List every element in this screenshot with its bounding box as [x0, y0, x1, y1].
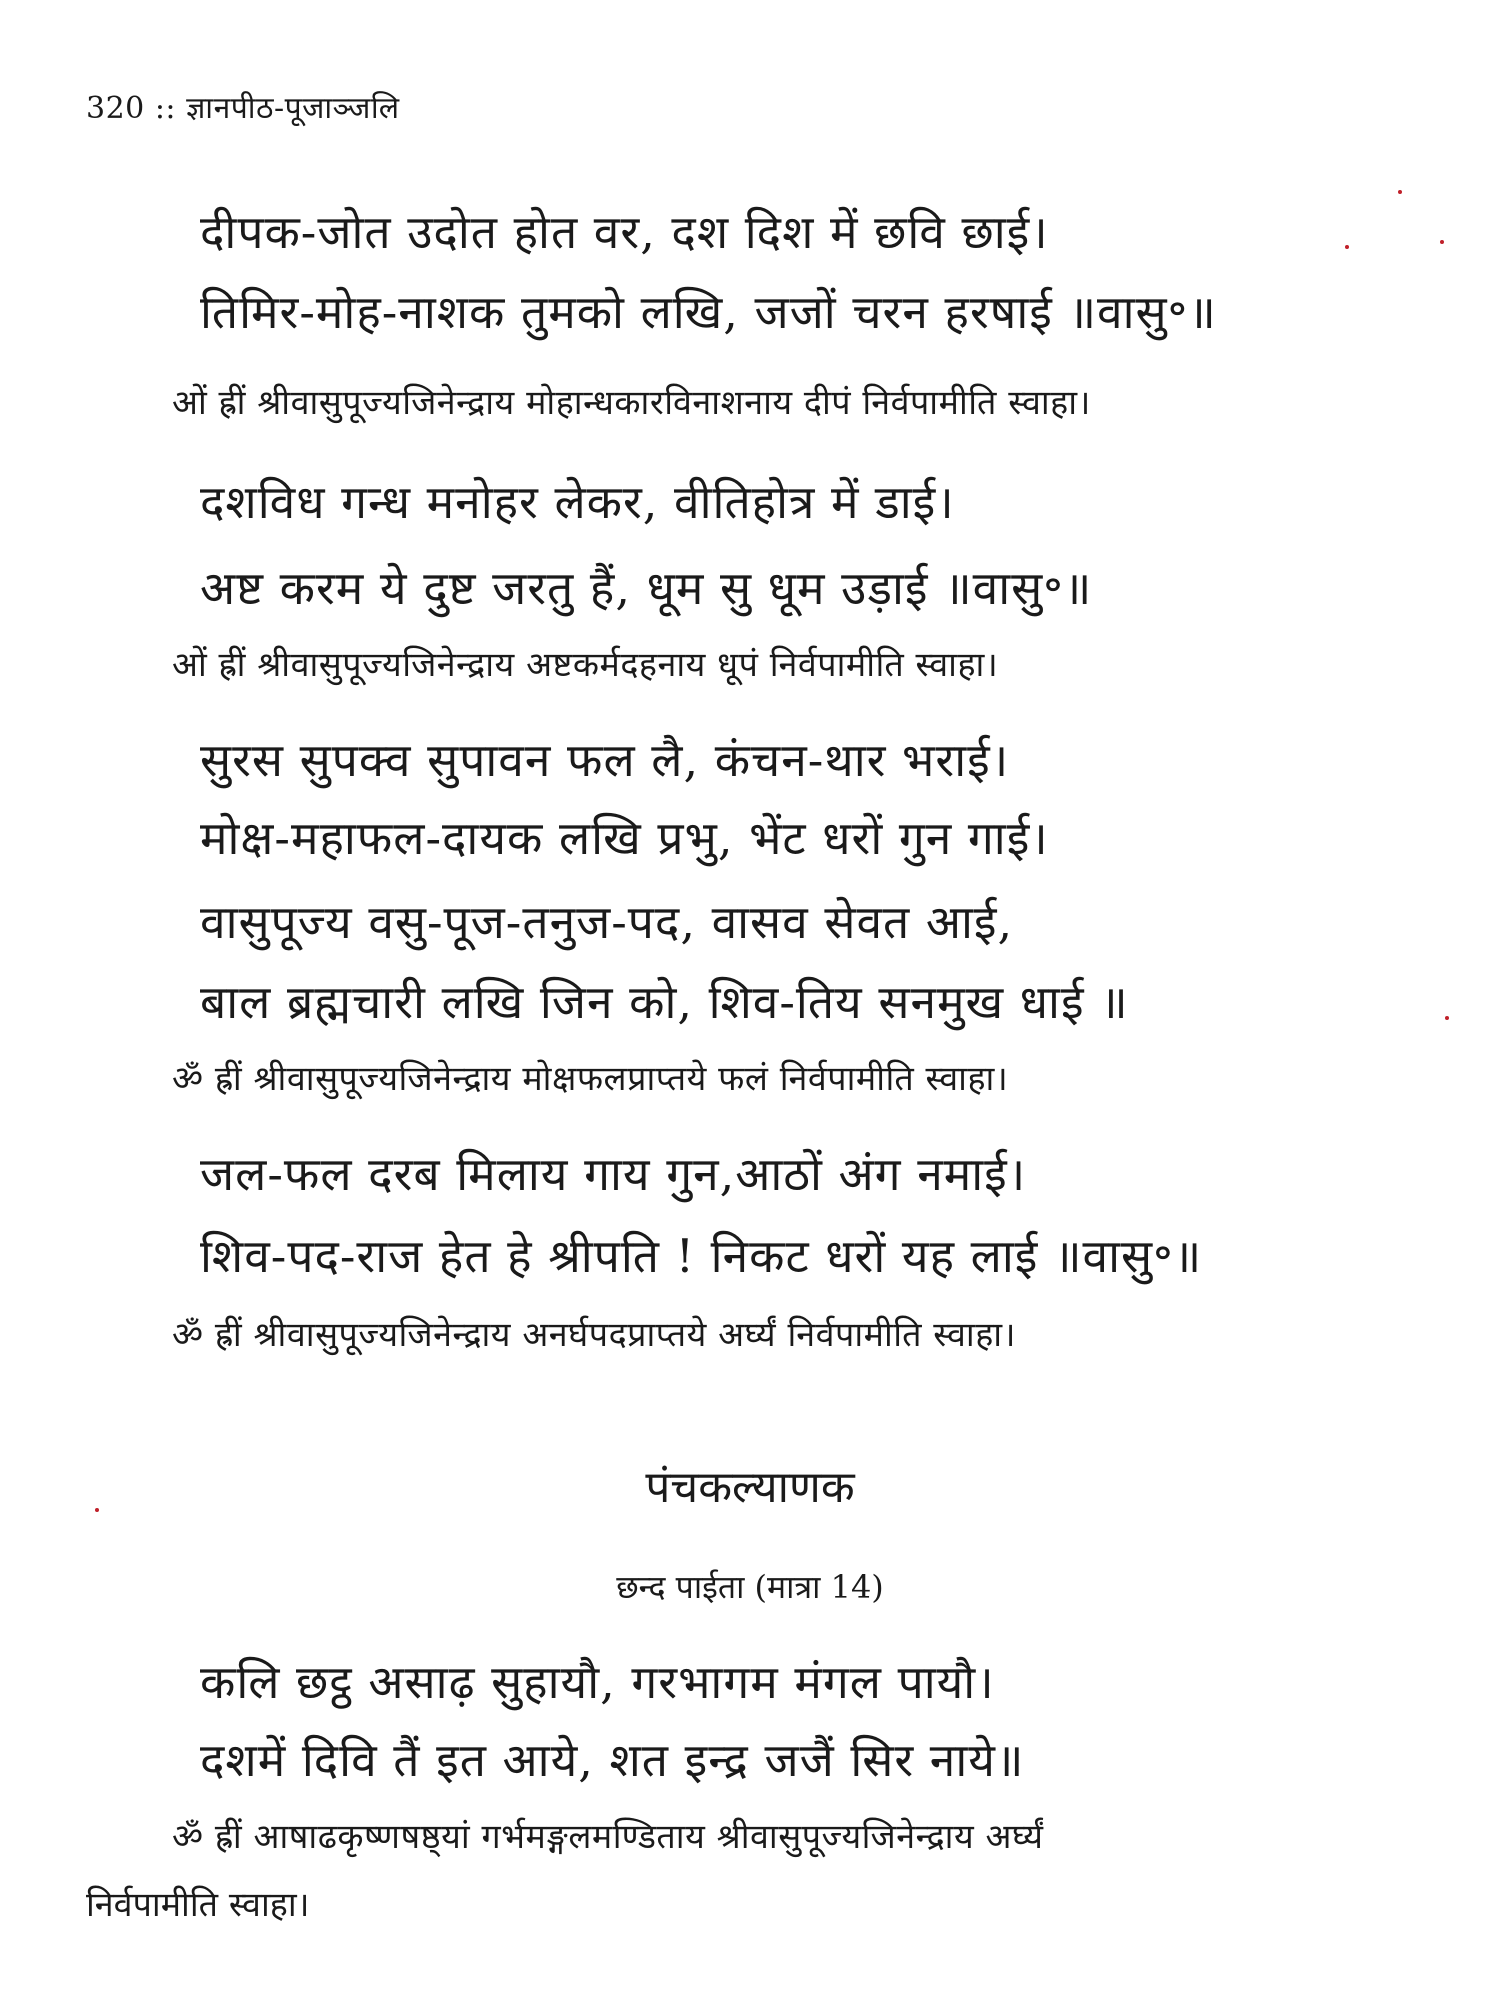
verse-line: कलि छट्ठ असाढ़ सुहायौ, गरभागम मंगल पायौ। — [200, 1655, 995, 1709]
ink-speck — [1398, 190, 1402, 194]
ink-speck — [1445, 1016, 1449, 1020]
page-number: 320 — [86, 91, 145, 126]
mantra-line: ॐ ह्रीं श्रीवासुपूज्यजिनेन्द्राय अनर्घपदप्राप्तये अर्घ्यं निर्वपामीति स्वाहा। — [172, 1315, 1016, 1355]
section-heading: पंचकल्याणक — [645, 1462, 855, 1513]
ink-speck — [1440, 240, 1444, 244]
mantra-line: ॐ ह्रीं श्रीवासुपूज्यजिनेन्द्राय मोक्षफलप्राप्तये फलं निर्वपामीति स्वाहा। — [172, 1059, 1009, 1099]
mantra-line: ॐ ह्रीं आषाढकृष्णषष्ठ्यां गर्भमङ्गलमण्डिताय श्रीवासुपूज्यजिनेन्द्राय अर्घ्यं — [172, 1817, 1044, 1857]
verse-line: जल-फल दरब मिलाय गाय गुन,आठों अंग नमाई। — [200, 1147, 1027, 1201]
page-header — [86, 86, 400, 127]
verse-line: तिमिर-मोह-नाशक तुमको लखि, जजों चरन हरषाई ॥वासु॰॥ — [200, 285, 1217, 339]
verse-line: वासुपूज्य वसु-पूज-तनुज-पद, वासव सेवत आई, — [200, 895, 1014, 949]
mantra-line: ओं ह्रीं श्रीवासुपूज्यजिनेन्द्राय अष्टकर्मदहनाय धूपं निर्वपामीति स्वाहा। — [172, 645, 999, 685]
verse-line: अष्ट करम ये दुष्ट जरतु हैं, धूम सु धूम उड़ाई ॥वासु॰॥ — [200, 561, 1093, 615]
verse-line: दशमें दिवि तैं इत आये, शत इन्द्र जजैं सिर नाये॥ — [200, 1733, 1025, 1787]
mantra-line-continued: निर्वपामीति स्वाहा। — [86, 1885, 310, 1925]
verse-line: शिव-पद-राज हेत हे श्रीपति ! निकट धरों यह लाई ॥वासु॰॥ — [200, 1229, 1203, 1283]
verse-line: मोक्ष-महाफल-दायक लखि प्रभु, भेंट धरों गुन गाई। — [200, 811, 1049, 865]
meter-subheading: छन्द पाईता (मात्रा 14) — [616, 1568, 884, 1606]
book-title: ज्ञानपीठ-पूजाञ्जलि — [186, 91, 400, 126]
verse-line: बाल ब्रह्मचारी लखि जिन को, शिव-तिय सनमुख धाई ॥ — [200, 975, 1129, 1029]
ink-speck — [95, 1508, 99, 1512]
verse-line: सुरस सुपक्व सुपावन फल लै, कंचन-थार भराई। — [200, 733, 1010, 787]
header-separator: :: — [154, 91, 177, 126]
ink-speck — [1345, 245, 1349, 249]
mantra-line: ओं ह्रीं श्रीवासुपूज्यजिनेन्द्राय मोहान्धकारविनाशनाय दीपं निर्वपामीति स्वाहा। — [172, 383, 1091, 423]
verse-line: दीपक-जोत उदोत होत वर, दश दिश में छवि छाई। — [200, 205, 1049, 259]
verse-line: दशविध गन्ध मनोहर लेकर, वीतिहोत्र में डाई। — [200, 475, 955, 529]
